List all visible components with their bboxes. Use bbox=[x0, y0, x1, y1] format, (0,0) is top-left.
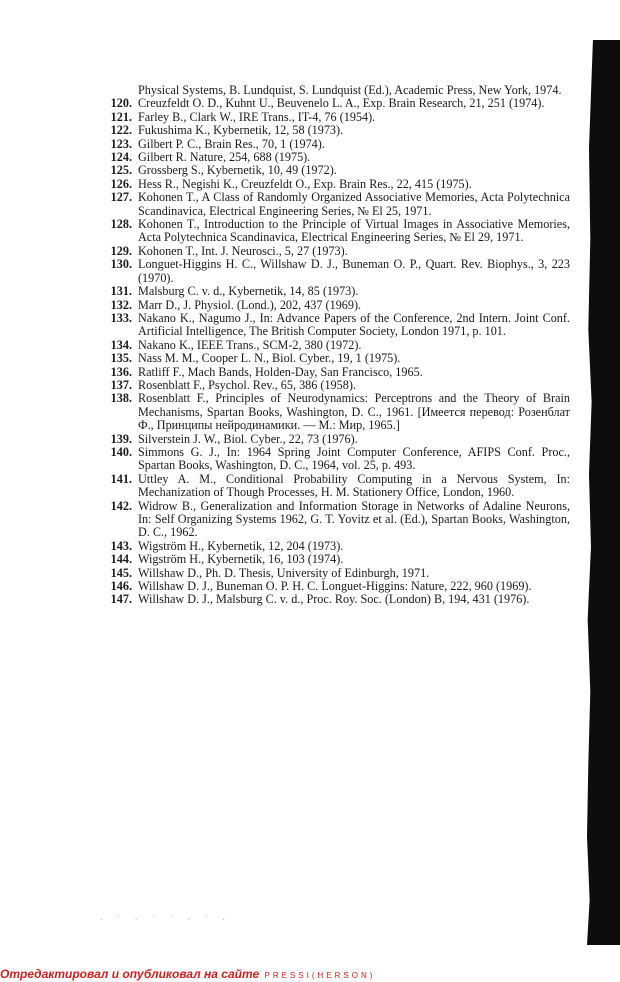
reference-entry bbox=[104, 392, 570, 432]
reference-text: Physical Systems, B. Lundquist, S. Lundquist (Ed.), Academic Press, New York, 1974. bbox=[138, 83, 562, 97]
reference-entry bbox=[104, 312, 570, 339]
reference-entry bbox=[104, 97, 570, 110]
publisher-footer bbox=[0, 966, 620, 982]
reference-text: Wigström H., Kybernetik, 12, 204 (1973). bbox=[138, 538, 344, 553]
reference-text: Uttley A. M., Conditional Probability Computing in a Nervous System, In: Mechanization of Though Processes, H. M. Stationery Office, London, 1960. bbox=[138, 471, 570, 500]
reference-number: 132. bbox=[110, 297, 132, 312]
reference-number: 135. bbox=[110, 351, 132, 366]
reference-entry bbox=[104, 593, 570, 606]
reference-number: 138. bbox=[110, 391, 132, 406]
reference-text: Farley B., Clark W., IRE Trans., IT-4, 76 (1954). bbox=[138, 109, 376, 124]
reference-number: 134. bbox=[110, 337, 132, 352]
reference-number: 122. bbox=[110, 123, 132, 138]
reference-entry bbox=[104, 366, 570, 379]
reference-entry bbox=[104, 124, 570, 137]
reference-number: 141. bbox=[110, 471, 132, 486]
reference-number: 146. bbox=[110, 579, 132, 594]
reference-text: Silverstein J. W., Biol. Cyber., 22, 73 (1976). bbox=[138, 431, 358, 446]
reference-text: Rosenblatt F., Psychol. Rev., 65, 386 (1958). bbox=[138, 377, 356, 392]
reference-text: Widrow B., Generalization and Information Storage in Networks of Adaline Neurons, In: Self Organizing Systems 1962, G. T. Yovitz et al. (Ed.), Spartan Books, Washington, D. C., 1962. bbox=[138, 498, 570, 540]
reference-entry bbox=[104, 258, 570, 285]
reference-continuation bbox=[104, 84, 570, 97]
reference-text: Kohonen T., A Class of Randomly Organized Associative Memories, Acta Polytechnica Scandinavica, Electrical Engineering Series, № El 25, 1971. bbox=[138, 190, 570, 218]
reference-entry bbox=[104, 352, 570, 365]
reference-entry bbox=[104, 339, 570, 352]
reference-entry bbox=[104, 580, 570, 593]
reference-number: 126. bbox=[110, 176, 132, 191]
reference-number: 120. bbox=[110, 96, 132, 111]
reference-number: 128. bbox=[110, 217, 132, 232]
reference-text: Creuzfeldt O. D., Kuhnt U., Beuvenelo L. A., Exp. Brain Research, 21, 251 (1974). bbox=[138, 96, 545, 111]
reference-number: 130. bbox=[110, 257, 132, 272]
reference-text: Grossberg S., Kybernetik, 10, 49 (1972). bbox=[138, 163, 337, 178]
reference-number: 131. bbox=[110, 284, 132, 299]
reference-text: Willshaw D., Ph. D. Thesis, University of Edinburgh, 1971. bbox=[138, 565, 430, 580]
reference-entry bbox=[104, 218, 570, 245]
reference-number: 123. bbox=[110, 136, 132, 151]
reference-entry bbox=[104, 540, 570, 553]
reference-text: Gilbert P. C., Brain Res., 70, 1 (1974). bbox=[138, 136, 325, 151]
reference-list bbox=[104, 84, 570, 607]
reference-number: 136. bbox=[110, 364, 132, 379]
reference-text: Hess R., Negishi K., Creuzfeldt O., Exp. Brain Res., 22, 415 (1975). bbox=[138, 176, 472, 191]
book-spine-shadow bbox=[587, 40, 620, 945]
footer-brand: PRESSI(HERSON) bbox=[264, 971, 376, 980]
reference-entry bbox=[104, 245, 570, 258]
reference-entry bbox=[104, 500, 570, 540]
reference-number: 142. bbox=[110, 498, 132, 513]
reference-entry bbox=[104, 151, 570, 164]
scan-noise: . · . · · . · . bbox=[100, 912, 231, 923]
reference-text: Kohonen T., Int. J. Neurosci., 5, 27 (1973). bbox=[138, 243, 348, 258]
reference-entry bbox=[104, 191, 570, 218]
reference-number: 144. bbox=[110, 552, 132, 567]
reference-text: Nass M. M., Cooper L. N., Biol. Cyber., 19, 1 (1975). bbox=[138, 351, 401, 366]
reference-number: 139. bbox=[110, 431, 132, 446]
reference-number: 145. bbox=[110, 565, 132, 580]
reference-number: 147. bbox=[110, 592, 132, 607]
reference-text: Willshaw D. J., Malsburg C. v. d., Proc. Roy. Soc. (London) B, 194, 431 (1976). bbox=[138, 592, 530, 607]
reference-text: Fukushima K., Kybernetik, 12, 58 (1973). bbox=[138, 123, 344, 138]
reference-entry bbox=[104, 473, 570, 500]
reference-text: Simmons G. J., In: 1964 Spring Joint Computer Conference, AFIPS Conf. Proc., Spartan Books, Washington, D. C., 1964, vol. 25, p. 493. bbox=[138, 444, 570, 473]
reference-entry bbox=[104, 178, 570, 191]
reference-number: 124. bbox=[110, 150, 132, 165]
reference-entry bbox=[104, 553, 570, 566]
reference-number: 125. bbox=[110, 163, 132, 178]
reference-entry bbox=[104, 446, 570, 473]
reference-entry bbox=[104, 138, 570, 151]
reference-number: 140. bbox=[110, 444, 132, 459]
reference-text: Marr D., J. Physiol. (Lond.), 202, 437 (1969). bbox=[138, 297, 362, 312]
reference-entry bbox=[104, 433, 570, 446]
reference-text: Longuet-Higgins H. C., Willshaw D. J., Buneman O. P., Quart. Rev. Biophys., 3, 223 (1970). bbox=[138, 257, 570, 285]
reference-text: Malsburg C. v. d., Kybernetik, 14, 85 (1973). bbox=[138, 284, 359, 299]
reference-entry bbox=[104, 567, 570, 580]
reference-number: 129. bbox=[110, 243, 132, 258]
reference-number: 143. bbox=[110, 538, 132, 553]
reference-number: 137. bbox=[110, 377, 132, 392]
reference-text: Wigström H., Kybernetik, 16, 103 (1974). bbox=[138, 552, 344, 567]
reference-entry bbox=[104, 164, 570, 177]
reference-entry bbox=[104, 299, 570, 312]
reference-text: Nakano K., IEEE Trans., SCM-2, 380 (1972). bbox=[138, 337, 362, 352]
reference-text: Nakano K., Nagumo J., In: Advance Papers of the Conference, 2nd Intern. Joint Conf. Artificial Intelligence, The British Computer Society, London 1971, p. 101. bbox=[138, 310, 570, 339]
reference-entry bbox=[104, 111, 570, 124]
reference-text: Kohonen T., Introduction to the Principle of Virtual Images in Associative Memories, Acta Polytechnica Scandinavica, Electrical Engineering Series, № El 29, 1971. bbox=[138, 217, 570, 245]
reference-number: 127. bbox=[110, 190, 132, 205]
reference-entry bbox=[104, 285, 570, 298]
reference-text: Willshaw D. J., Buneman O. P. H. C. Longuet-Higgins: Nature, 222, 960 (1969). bbox=[138, 579, 532, 594]
reference-number: 121. bbox=[110, 109, 132, 124]
reference-number: 133. bbox=[110, 310, 132, 325]
reference-items bbox=[104, 97, 570, 606]
footer-text: Отредактировал и опубликовал на сайте bbox=[0, 967, 260, 981]
reference-entry bbox=[104, 379, 570, 392]
reference-text: Ratliff F., Mach Bands, Holden-Day, San Francisco, 1965. bbox=[138, 364, 423, 379]
reference-text: Gilbert R. Nature, 254, 688 (1975). bbox=[138, 150, 311, 165]
reference-text: Rosenblatt F., Principles of Neurodynamics: Perceptrons and the Theory of Brain Mechanisms, Spartan Books, Washington, D. C., 1961. [Имеется перевод: Розенблат Ф., Принципы нейродинамики. — М.: Мир, 1965.] bbox=[138, 391, 570, 433]
